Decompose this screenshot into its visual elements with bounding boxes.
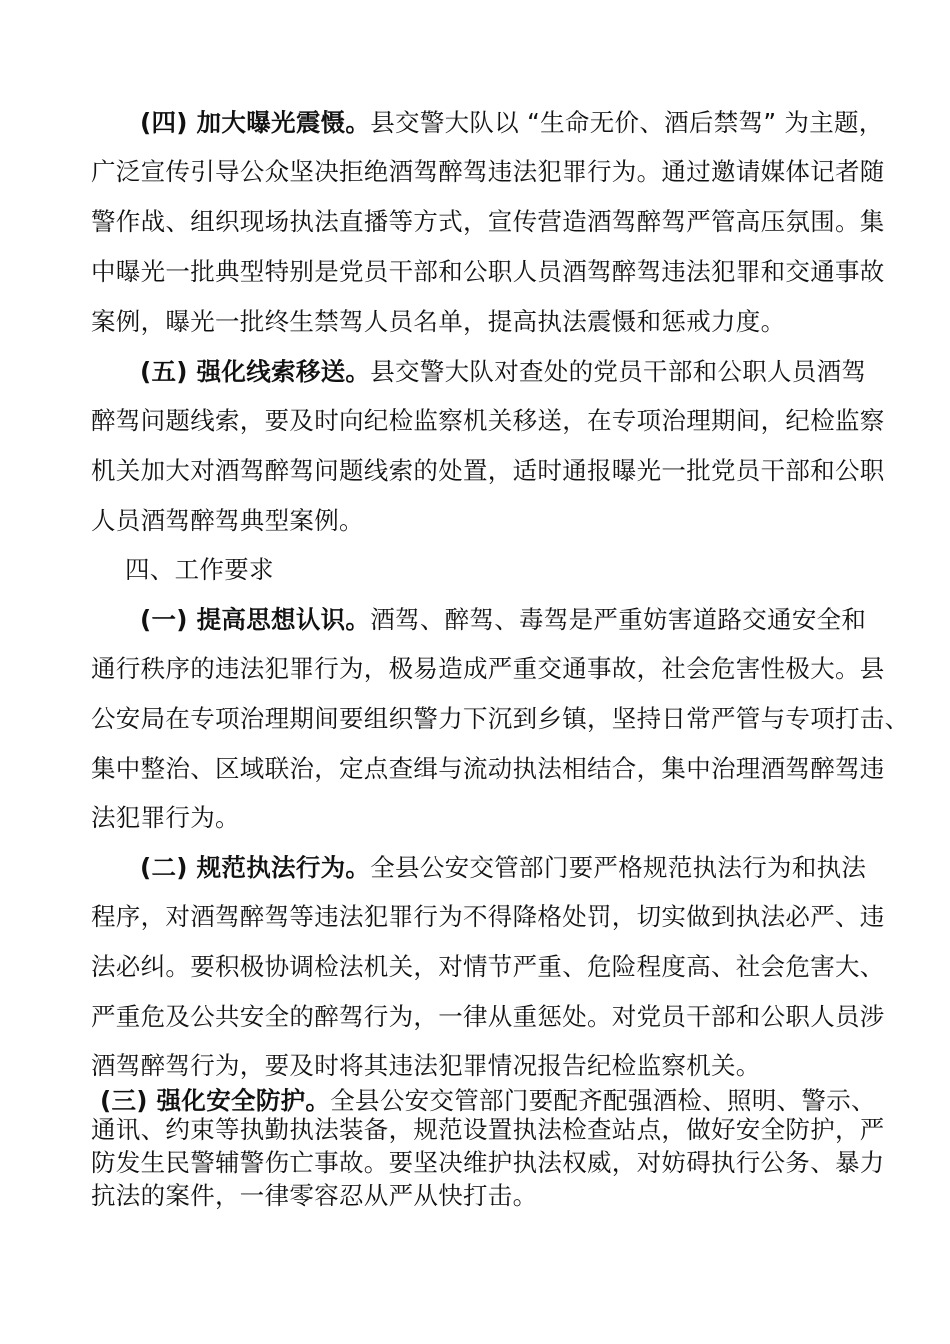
paragraph-heading: (三) 强化安全防护。 [100,1086,331,1115]
paragraph-heading: (二) 规范执法行为。 [140,853,371,882]
paragraph-line: 机关加大对酒驾醉驾问题线索的处置，适时通报曝光一批党员干部和公职 [91,456,885,485]
paragraph-line: 中曝光一批典型特别是党员干部和公职人员酒驾醉驾违法犯罪和交通事故 [91,257,885,286]
paragraph-line: 通讯、约束等执勤执法装备，规范设置执法检查站点，做好安全防护，严 [91,1115,885,1144]
paragraph-text: 县交警大队对查处的党员干部和公职人员酒驾 [370,357,867,386]
paragraph-line: 广泛宣传引导公众坚决拒绝酒驾醉驾违法犯罪行为。通过邀请媒体记者随 [91,157,885,186]
paragraph-text: 全县公安交管部门要严格规范执法行为和执法 [370,853,867,882]
paragraph-line: 醉驾问题线索，要及时向纪检监察机关移送，在专项治理期间，纪检监察 [91,406,885,435]
paragraph-text: 县交警大队以 “生命无价、酒后禁驾” 为主题， [370,108,884,137]
paragraph-line: 案例，曝光一批终生禁驾人员名单，提高执法震慑和惩戒力度。 [91,307,786,336]
paragraph-heading: (四) 加大曝光震慑。 [140,108,371,137]
paragraph-line: 防发生民警辅警伤亡事故。要坚决维护执法权威，对妨碍执行公务、暴力 [91,1148,885,1177]
paragraph-text: 全县公安交管部门要配齐配强酒检、照明、警示、 [330,1086,876,1115]
paragraph-line: 程序，对酒驾醉驾等违法犯罪行为不得降格处罚，切实做到执法必严、违 [91,902,885,931]
paragraph-line: 酒驾醉驾行为，要及时将其违法犯罪情况报告纪检监察机关。 [91,1051,761,1080]
paragraph-line: 集中整治、区域联治，定点查缉与流动执法相结合，集中治理酒驾醉驾违 [91,754,885,783]
paragraph-line [100,1085,876,1117]
section-title: 四、工作要求 [125,555,274,584]
paragraph-text: 酒驾、醉驾、毒驾是严重妨害道路交通安全和 [370,605,867,634]
paragraph-line: 公安局在专项治理期间要组织警力下沉到乡镇，坚持日常严管与专项打击、 [91,704,910,733]
paragraph-line [140,355,866,389]
paragraph-line: 法犯罪行为。 [91,803,240,832]
paragraph-heading: (一) 提高思想认识。 [140,605,371,634]
paragraph-line: 人员酒驾醉驾典型案例。 [91,506,364,535]
paragraph-line: 严重危及公共安全的醉驾行为，一律从重惩处。对党员干部和公职人员涉 [91,1002,885,1031]
paragraph-line: 通行秩序的违法犯罪行为，极易造成严重交通事故，社会危害性极大。县 [91,654,885,683]
paragraph-heading: (五) 强化线索移送。 [140,357,371,386]
paragraph-line [140,106,884,140]
paragraph-line [140,603,866,637]
paragraph-line: 警作战、组织现场执法直播等方式，宣传营造酒驾醉驾严管高压氛围。集 [91,207,885,236]
paragraph-line: 抗法的案件，一律零容忍从严从快打击。 [91,1181,538,1210]
paragraph-line: 法必纠。要积极协调检法机关，对情节严重、危险程度高、社会危害大、 [91,952,885,981]
paragraph-line [140,851,866,885]
